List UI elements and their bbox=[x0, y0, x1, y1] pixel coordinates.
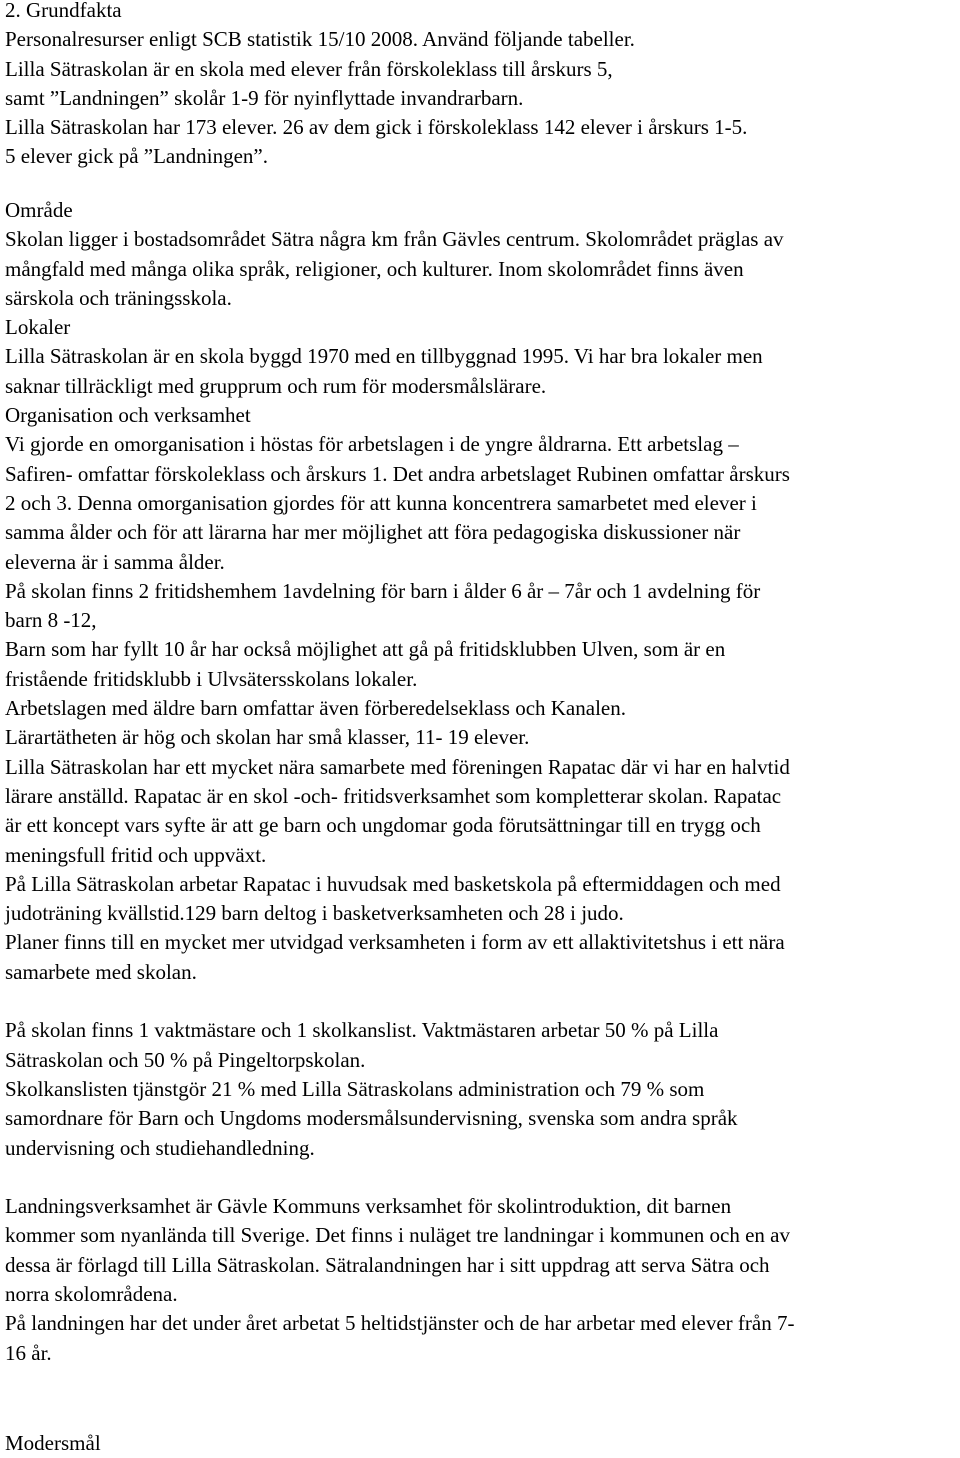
text-line: Barn som har fyllt 10 år har också möjlighet att gå på fritidsklubben Ulven, som är en bbox=[5, 637, 726, 662]
section-heading-grundfakta: 2. Grundfakta bbox=[5, 0, 122, 22]
text-line: samt ”Landningen” skolår 1-9 för nyinflyttade invandrarbarn. bbox=[5, 85, 524, 110]
text-line: fristående fritidsklubb i Ulvsätersskolans lokaler. bbox=[5, 666, 418, 691]
text-line: mångfald med många olika språk, religioner, och kulturer. Inom skolområdet finns även bbox=[5, 256, 744, 281]
subheading-organisation: Organisation och verksamhet bbox=[5, 403, 251, 428]
text-line: Planer finns till en mycket mer utvidgad verksamheten i form av ett allaktivitetshus i ett nära bbox=[5, 930, 785, 955]
text-line: 16 år. bbox=[5, 1340, 52, 1365]
footer-section bbox=[5, 1429, 957, 1458]
text-line: lärare anställd. Rapatac är en skol -och- fritidsverksamhet som kompletterar skolan. Rapatac bbox=[5, 783, 782, 808]
text-line: Lilla Sätraskolan har ett mycket nära samarbete med föreningen Rapatac där vi har en halvtid bbox=[5, 754, 790, 779]
text-line: meningsfull fritid och uppväxt. bbox=[5, 842, 267, 867]
text-line: undervisning och studiehandledning. bbox=[5, 1135, 315, 1160]
text-line: Skolan ligger i bostadsområdet Sätra några km från Gävles centrum. Skolområdet präglas av bbox=[5, 227, 784, 252]
text-line: Skolkanslisten tjänstgör 21 % med Lilla Sätraskolans administration och 79 % som bbox=[5, 1076, 705, 1101]
text-line: saknar tillräckligt med grupprum och rum för modersmålslärare. bbox=[5, 373, 547, 398]
text-line: Lilla Sätraskolan är en skola byggd 1970 med en tillbyggnad 1995. Vi har bra lokaler men bbox=[5, 344, 763, 369]
text-line: På skolan finns 1 vaktmästare och 1 skolkanslist. Vaktmästaren arbetar 50 % på Lilla bbox=[5, 1018, 719, 1043]
text-line: dessa är förlagd till Lilla Sätraskolan. Sätralandningen har i sitt uppdrag att serva Sätra och bbox=[5, 1252, 770, 1277]
text-line: På skolan finns 2 fritidshemhem 1avdelning för barn i ålder 6 år – 7år och 1 avdelning för bbox=[5, 578, 761, 603]
text-line: barn 8 -12, bbox=[5, 608, 97, 633]
text-line: På Lilla Sätraskolan arbetar Rapatac i huvudsak med basketskola på eftermiddagen och med bbox=[5, 871, 781, 896]
text-line: Vi gjorde en omorganisation i höstas för arbetslagen i de yngre åldrarna. Ett arbetslag – bbox=[5, 432, 739, 457]
text-line: Sätraskolan och 50 % på Pingeltorpskolan. bbox=[5, 1047, 366, 1072]
text-line: Safiren- omfattar förskoleklass och årskurs 1. Det andra arbetslaget Rubinen omfattar årskurs bbox=[5, 461, 790, 486]
text-line: Personalresurser enligt SCB statistik 15/10 2008. Använd följande tabeller. bbox=[5, 27, 635, 52]
text-line: kommer som nyanlända till Sverige. Det finns i nuläget tre landningar i kommunen och en av bbox=[5, 1223, 790, 1248]
text-line: 5 elever gick på ”Landningen”. bbox=[5, 144, 268, 169]
blank-line bbox=[5, 1163, 957, 1192]
blank-line bbox=[5, 987, 957, 1016]
subheading-omrade: Område bbox=[5, 198, 73, 222]
intro-section bbox=[5, 0, 957, 172]
text-line: Landningsverksamhet är Gävle Kommuns verksamhet för skolintroduktion, dit barnen bbox=[5, 1194, 732, 1219]
text-line: På landningen har det under året arbetat 5 heltidstjänster och de har arbetar med elever från 7- bbox=[5, 1311, 795, 1336]
subheading-lokaler: Lokaler bbox=[5, 315, 71, 340]
text-line: Lilla Sätraskolan har 173 elever. 26 av dem gick i förskoleklass 142 elever i årskurs 1-5. bbox=[5, 115, 748, 140]
body-section bbox=[5, 196, 957, 1368]
text-line: samma ålder och för att lärarna har mer möjlighet att föra pedagogiska diskussioner när bbox=[5, 520, 741, 545]
text-line: norra skolområdena. bbox=[5, 1281, 178, 1306]
text-line: judoträning kvällstid.129 barn deltog i basketverksamheten och 28 i judo. bbox=[5, 901, 624, 926]
subheading-modersmal: Modersmål bbox=[5, 1431, 101, 1455]
text-line: samarbete med skolan. bbox=[5, 959, 197, 984]
text-line: Lärartätheten är hög och skolan har små klasser, 11- 19 elever. bbox=[5, 725, 530, 750]
text-line: är ett koncept vars syfte är att ge barn och ungdomar goda förutsättningar till en trygg och bbox=[5, 813, 761, 838]
text-line: eleverna är i samma ålder. bbox=[5, 549, 225, 574]
text-line: 2 och 3. Denna omorganisation gjordes för att kunna koncentrera samarbetet med elever i bbox=[5, 490, 757, 515]
text-line: Lilla Sätraskolan är en skola med elever från förskoleklass till årskurs 5, bbox=[5, 56, 613, 81]
text-line: samordnare för Barn och Ungdoms modersmålsundervisning, svenska som andra språk bbox=[5, 1106, 738, 1131]
text-line: Arbetslagen med äldre barn omfattar även förberedelseklass och Kanalen. bbox=[5, 696, 626, 721]
text-line: särskola och träningsskola. bbox=[5, 285, 232, 310]
